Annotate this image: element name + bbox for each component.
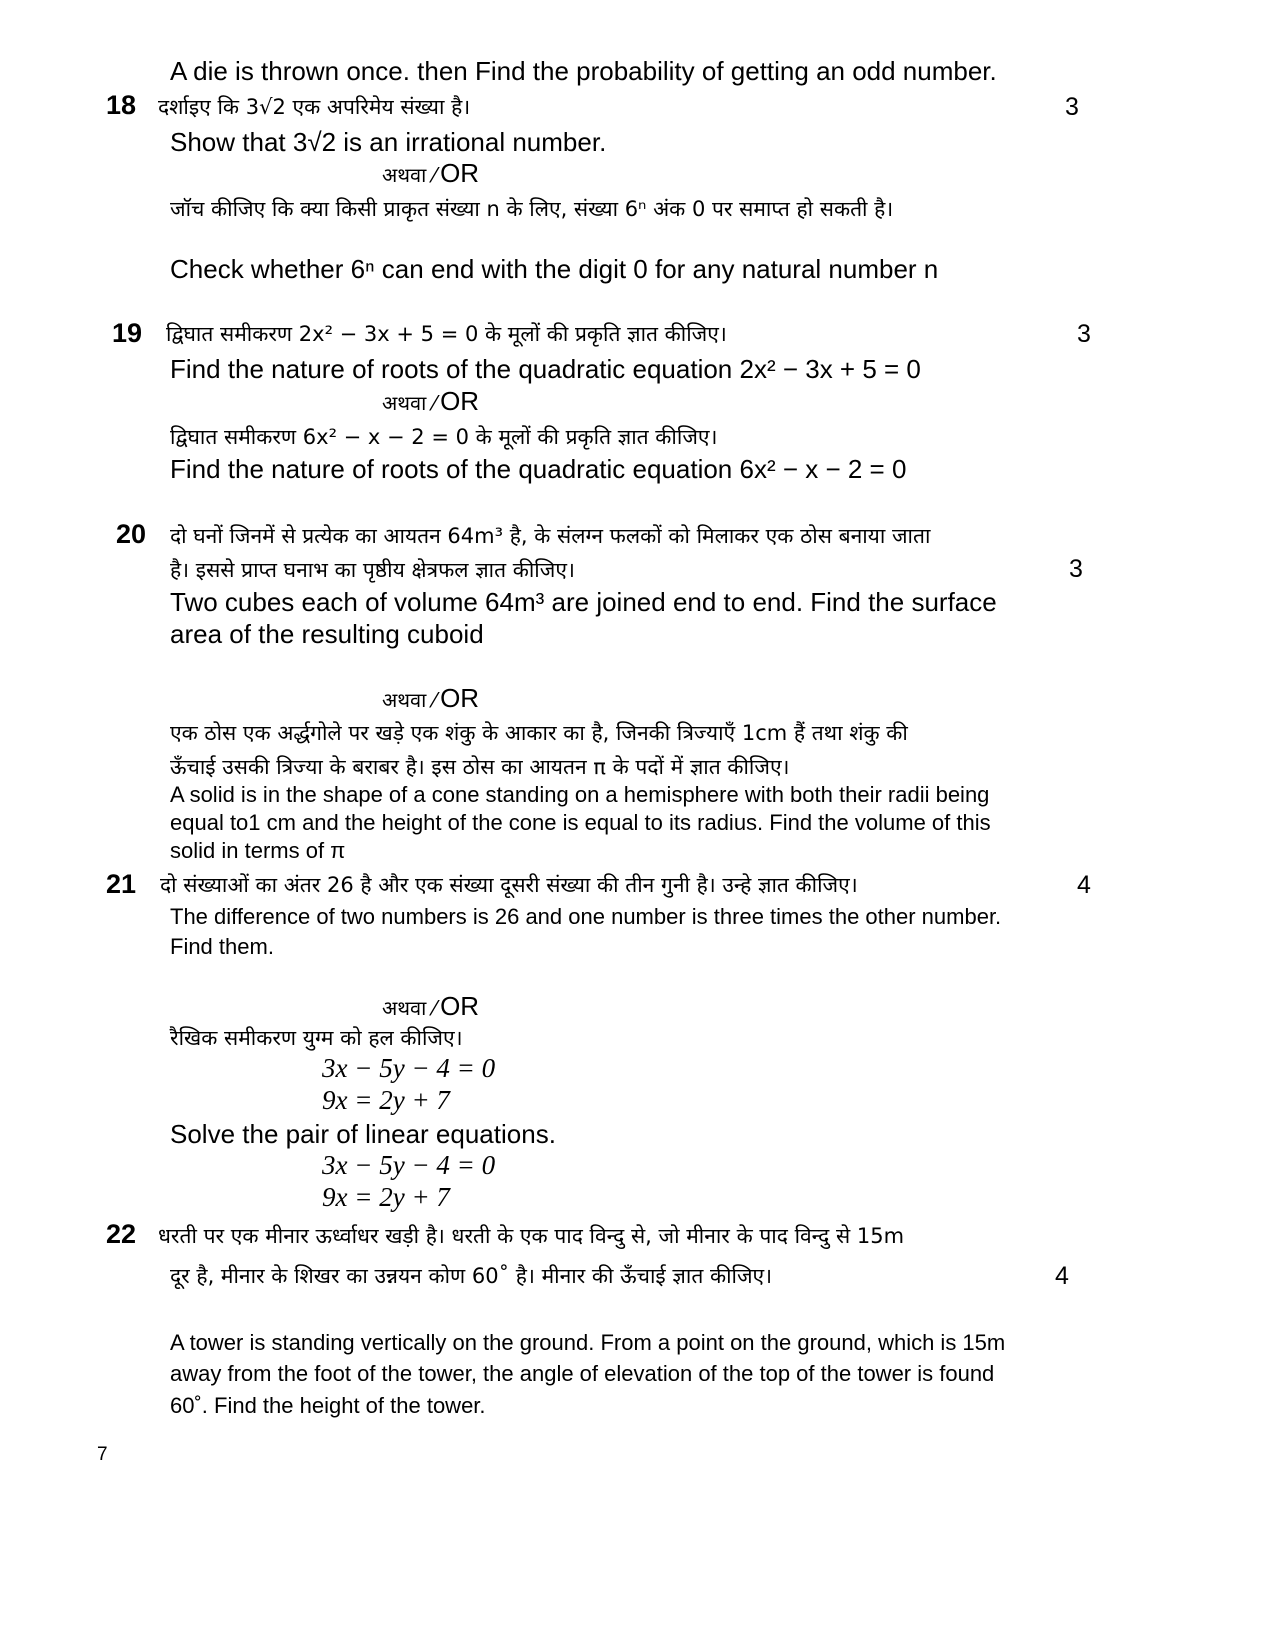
question-21-or-english: Solve the pair of linear equations. xyxy=(170,1119,556,1149)
question-21-equation-3: 3x − 5y − 4 = 0 xyxy=(322,1150,496,1180)
question-20-hindi-line2: है। इससे प्राप्त घनाभ का पृष्ठीय क्षेत्रफल ज्ञात कीजिए। xyxy=(170,558,575,582)
question-21-hindi: दो संख्याओं का अंतर 26 है और एक संख्या दूसरी संख्या की तीन गुनी है। उन्हे ज्ञात कीजिए। xyxy=(160,873,858,897)
or-label-hindi: अथवा ⁄ xyxy=(382,996,437,1020)
question-21-marks: 4 xyxy=(1077,871,1091,899)
question-21-number: 21 xyxy=(106,869,137,899)
question-18-number: 18 xyxy=(106,90,137,120)
question-22-hindi-line1: धरती पर एक मीनार ऊर्ध्वाधर खड़ी है। धरती के एक पाद विन्दु से, जो मीनार के पाद विन्दु से 15m xyxy=(158,1224,905,1248)
question-21-equation-4: 9x = 2y + 7 xyxy=(322,1182,450,1212)
question-20-or-english-line2: equal to1 cm and the height of the cone is equal to its radius. Find the volume of this xyxy=(170,810,991,835)
question-18-english: Show that 3√2 is an irrational number. xyxy=(170,127,607,157)
top-question-text: A die is thrown once. then Find the probability of getting an odd number. xyxy=(170,56,997,86)
question-19-number: 19 xyxy=(112,318,143,348)
question-20-or-label xyxy=(382,683,479,714)
question-22-english-line2: away from the foot of the tower, the angle of elevation of the top of the tower is found xyxy=(170,1361,995,1386)
question-21-equation-2: 9x = 2y + 7 xyxy=(322,1085,450,1115)
question-20-english-line1: Two cubes each of volume 64m³ are joined end to end. Find the surface xyxy=(170,587,997,617)
question-20-number: 20 xyxy=(116,519,147,549)
question-20-english-line2: area of the resulting cuboid xyxy=(170,619,484,649)
question-20-or-hindi-line1: एक ठोस एक अर्द्धगोले पर खड़े एक शंकु के आकार का है, जिनकी त्रिज्याएँ 1cm हैं तथा शंकु की xyxy=(170,721,908,745)
question-20-or-hindi-line2: ऊँचाई उसकी त्रिज्या के बराबर है। इस ठोस का आयतन π के पदों में ज्ञात कीजिए। xyxy=(170,755,790,779)
or-label-hindi: अथवा ⁄ xyxy=(382,163,437,187)
question-18-or-hindi: जॉच कीजिए कि क्या किसी प्राकृत संख्या n के लिए, संख्या 6ⁿ अंक 0 पर समाप्त हो सकती है। xyxy=(170,197,894,221)
question-20-or-english-line3: solid in terms of π xyxy=(170,838,346,863)
or-label-english: OR xyxy=(440,991,480,1021)
page-number: 7 xyxy=(97,1444,108,1465)
question-22-number: 22 xyxy=(106,1219,137,1249)
question-20-hindi-line1: दो घनों जिनमें से प्रत्येक का आयतन 64m³ है, के संलग्न फलकों को मिलाकर एक ठोस बनाया जाता xyxy=(170,524,931,548)
or-label-english: OR xyxy=(440,158,480,188)
question-22-english-line3: 60˚. Find the height of the tower. xyxy=(170,1393,486,1418)
or-label-hindi: अथवा ⁄ xyxy=(382,688,437,712)
question-19-or-label xyxy=(382,386,479,417)
question-19-or-english: Find the nature of roots of the quadratic equation 6x² − x − 2 = 0 xyxy=(170,454,907,484)
question-18-or-label xyxy=(382,158,479,189)
question-19-hindi: द्विघात समीकरण 2x² − 3x + 5 = 0 के मूलों की प्रकृति ज्ञात कीजिए। xyxy=(166,322,727,346)
or-label-english: OR xyxy=(440,386,480,416)
question-19-or-hindi: द्विघात समीकरण 6x² − x − 2 = 0 के मूलों की प्रकृति ज्ञात कीजिए। xyxy=(170,425,718,449)
or-label-hindi: अथवा ⁄ xyxy=(382,391,437,415)
question-18-hindi: दर्शाइए कि 3√2 एक अपरिमेय संख्या है। xyxy=(158,95,471,119)
question-22-hindi-line2: दूर है, मीनार के शिखर का उन्नयन कोण 60˚ है। मीनार की ऊँचाई ज्ञात कीजिए। xyxy=(170,1264,773,1288)
question-21-english-line2: Find them. xyxy=(170,934,274,959)
question-19-marks: 3 xyxy=(1077,320,1091,348)
question-18-marks: 3 xyxy=(1065,93,1079,121)
question-20-marks: 3 xyxy=(1069,555,1083,583)
question-22-marks: 4 xyxy=(1055,1262,1069,1290)
question-20-or-english-line1: A solid is in the shape of a cone standing on a hemisphere with both their radii being xyxy=(170,782,990,807)
question-22-english-line1: A tower is standing vertically on the ground. From a point on the ground, which is 15m xyxy=(170,1330,1006,1355)
question-21-or-label xyxy=(382,991,479,1022)
or-label-english: OR xyxy=(440,683,480,713)
question-18-or-english: Check whether 6ⁿ can end with the digit 0 for any natural number n xyxy=(170,254,939,284)
question-21-english-line1: The difference of two numbers is 26 and one number is three times the other number. xyxy=(170,904,1002,929)
question-21-equation-1: 3x − 5y − 4 = 0 xyxy=(322,1053,496,1083)
question-21-or-hindi: रैखिक समीकरण युग्म को हल कीजिए। xyxy=(170,1026,463,1050)
question-19-english: Find the nature of roots of the quadratic equation 2x² − 3x + 5 = 0 xyxy=(170,354,921,384)
